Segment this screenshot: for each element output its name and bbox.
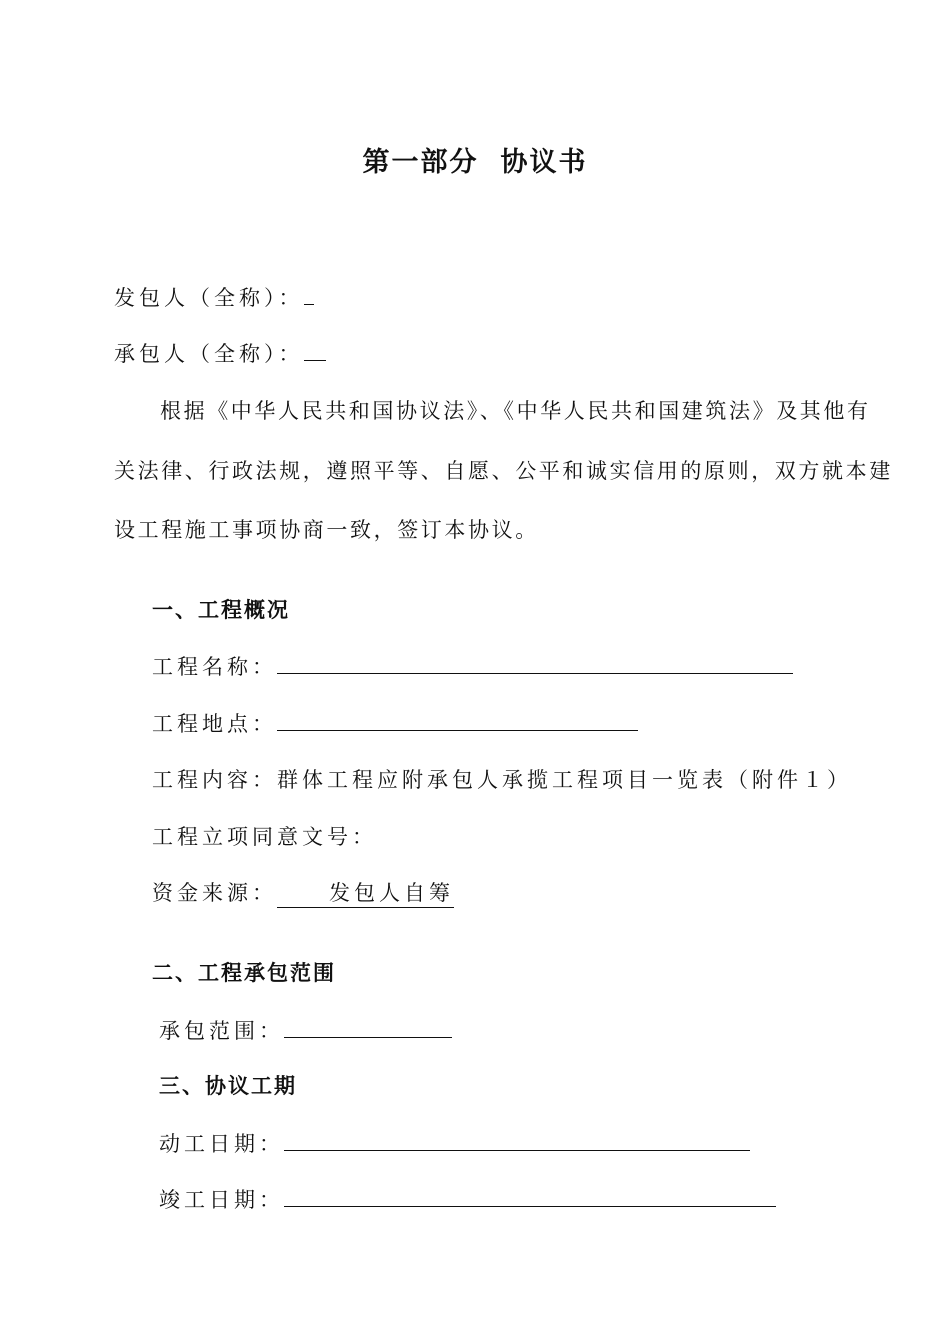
end-date-label: 竣工日期：: [159, 1188, 284, 1212]
project-content-value: 群体工程应附承包人承揽工程项目一览表（附件１）: [277, 768, 852, 792]
project-location-row: [152, 708, 638, 738]
end-date-blank[interactable]: [284, 1186, 776, 1207]
preamble-line-3: 设工程施工事项协商一致，签订本协议。: [114, 518, 539, 542]
project-name-blank[interactable]: [277, 653, 793, 674]
scope-row: [159, 1015, 452, 1045]
start-date-row: [159, 1128, 750, 1158]
title-part: 第一部分: [362, 147, 479, 178]
funding-label: 资金来源：: [152, 881, 277, 905]
contractor-row: [114, 338, 326, 368]
title-doc: 协议书: [500, 147, 588, 178]
contractor-blank[interactable]: [304, 340, 326, 361]
project-content-row: [152, 764, 852, 794]
scope-label: 承包范围：: [159, 1019, 284, 1043]
end-date-row: [159, 1184, 776, 1214]
approval-label: 工程立项同意文号：: [152, 825, 377, 849]
project-location-label: 工程地点：: [152, 712, 277, 736]
project-content-label: 工程内容：: [152, 768, 277, 792]
section-2-heading: 二、工程承包范围: [152, 961, 336, 985]
project-name-label: 工程名称：: [152, 655, 277, 679]
preamble-line-1: 根据《中华人民共和国协议法》、《中华人民共和国建筑法》及其他有: [160, 399, 871, 423]
funding-row: [152, 877, 454, 908]
start-date-label: 动工日期：: [159, 1132, 284, 1156]
preamble-line-2: 关法律、行政法规，遵照平等、自愿、公平和诚实信用的原则，双方就本建: [114, 459, 893, 483]
document-title: [0, 140, 950, 179]
contractor-label: 承包人（全称）：: [114, 342, 304, 366]
project-name-row: [152, 651, 793, 681]
section-3-heading: 三、协议工期: [159, 1074, 297, 1098]
project-location-blank[interactable]: [277, 710, 638, 731]
employer-blank[interactable]: [304, 284, 314, 305]
funding-value[interactable]: 发包人自筹: [277, 877, 454, 908]
section-1-heading: 一、工程概况: [152, 598, 290, 622]
start-date-blank[interactable]: [284, 1130, 750, 1151]
scope-blank[interactable]: [284, 1017, 452, 1038]
employer-row: [114, 282, 314, 312]
employer-label: 发包人（全称）：: [114, 286, 304, 310]
approval-row: [152, 821, 377, 851]
